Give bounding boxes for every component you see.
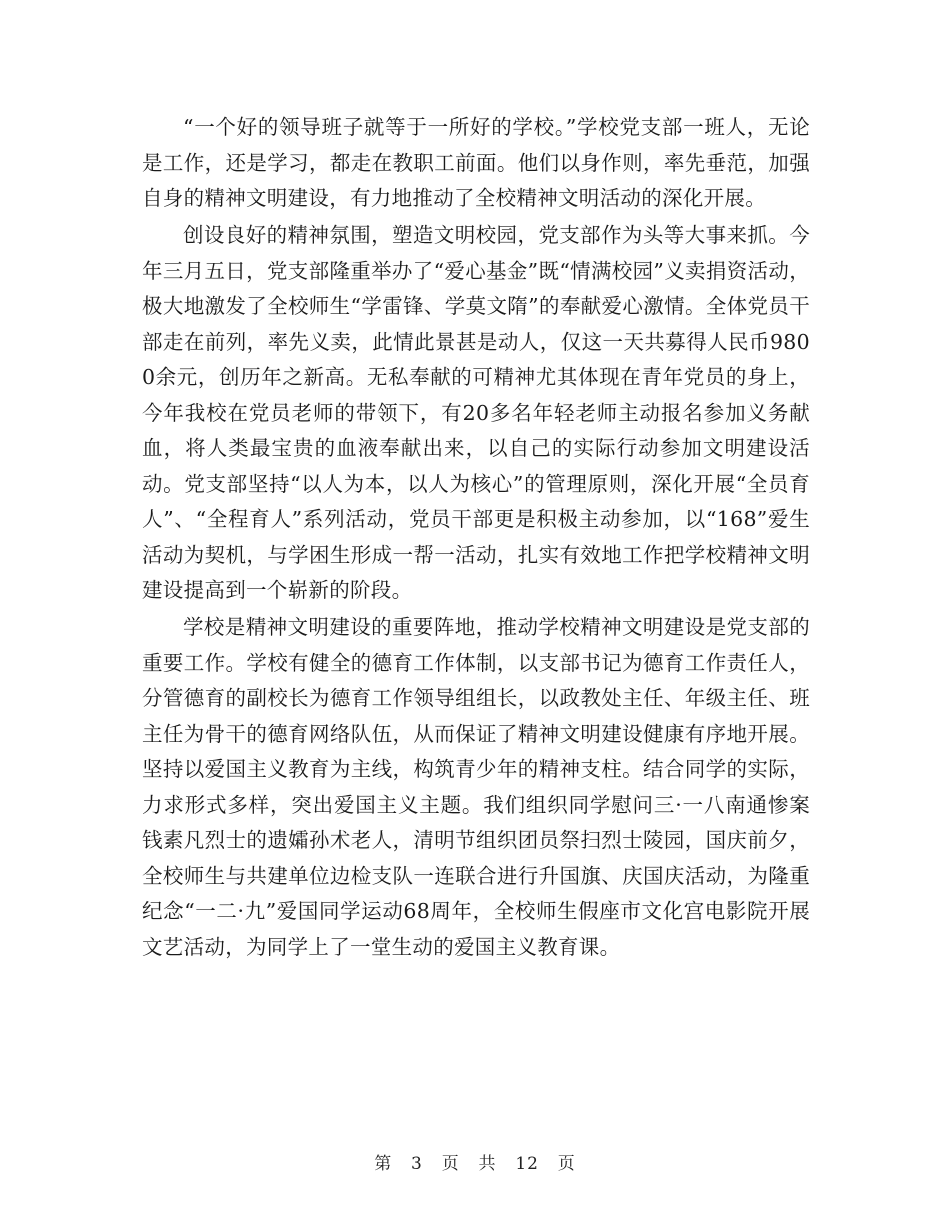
paragraph-3: 学校是精神文明建设的重要阵地，推动学校精神文明建设是党支部的重要工作。学校有健全的德育工作体制，以支部书记为德育工作责任人，分管德育的副校长为德育工作领导组组长，以政教处主任、年级主任、班主任为骨干的德育网络队伍，从而保证了精神文明建设健康有序地开展。坚持以爱国主义教育为主线，构筑青少年的精神支柱。结合同学的实际，力求形式多样，突出爱国主义主题。我们组织同学慰问三·一八南通惨案钱素凡烈士的遗孀孙术老人，清明节组织团员祭扫烈士陵园，国庆前夕，全校师生与共建单位边检支队一连联合进行升国旗、庆国庆活动，为隆重纪念“一二·九”爱国同学运动68周年，全校师生假座市文化宫电影院开展文艺活动，为同学上了一堂生动的爱国主义教育课。 (142, 615, 810, 959)
total-pages-number: 12 (515, 1154, 539, 1174)
page-label-suffix: 页 (557, 1154, 576, 1174)
paragraph-1: “一个好的领导班子就等于一所好的学校。”学校党支部一班人，无论是工作，还是学习，都走在教职工前面。他们以身作则，率先垂范，加强自身的精神文明建设，有力地推动了全校精神文明活动的深化开展。 (142, 115, 810, 210)
page-label-prefix: 第 (374, 1154, 393, 1174)
current-page-number: 3 (411, 1154, 423, 1174)
page-label-mid-1: 页 (441, 1154, 460, 1174)
paragraph-2: 创设良好的精神氛围，塑造文明校园，党支部作为头等大事来抓。今年三月五日，党支部隆重举办了“爱心基金”既“情满校园”义卖捐资活动，极大地激发了全校师生“学雷锋、学莫文隋”的奉献爱心激情。全体党员干部走在前列，率先义卖，此情此景甚是动人，仅这一天共募得人民币9800余元，创历年之新高。无私奉献的可精神尤其体现在青年党员的身上，今年我校在党员老师的带领下，有20多名年轻老师主动报名参加义务献血，将人类最宝贵的血液奉献出来，以自己的实际行动参加文明建设活动。党支部坚持“以人为本，以人为核心”的管理原则，深化开展“全员育人”、“全程育人”系列活动，党员干部更是积极主动参加，以“168”爱生活动为契机，与学困生形成一帮一活动，扎实有效地工作把学校精神文明建设提高到一个崭新的阶段。 (142, 223, 810, 602)
page-footer (0, 1153, 950, 1175)
page-label-mid-2: 共 (478, 1154, 497, 1174)
document-body (142, 110, 810, 965)
